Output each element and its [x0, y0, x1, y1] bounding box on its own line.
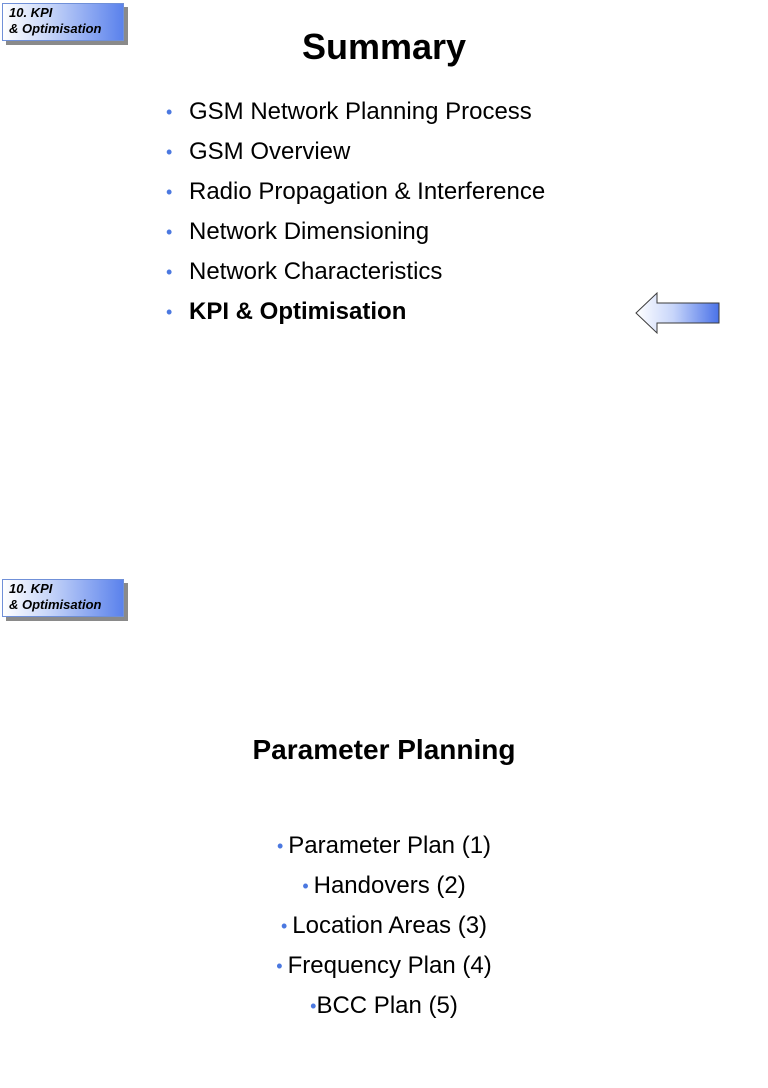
list-item-label: Network Characteristics	[189, 258, 443, 285]
summary-slide	[0, 0, 768, 512]
list-item	[0, 870, 768, 910]
bullet-icon: •	[166, 142, 173, 162]
section-tag-line-1: 10. KPI	[9, 581, 53, 596]
bullet-icon: •	[302, 876, 309, 896]
list-item	[0, 990, 768, 1030]
list-item-label: Radio Propagation & Interference	[189, 178, 546, 205]
list-item	[166, 256, 545, 296]
parameter-planning-slide	[0, 576, 768, 1088]
bullet-icon: •	[166, 302, 173, 322]
section-tag-line-1: 10. KPI	[9, 5, 53, 20]
bullet-icon: •	[166, 102, 173, 122]
bullet-icon: •	[310, 996, 317, 1016]
list-item-label: Parameter Plan (1)	[288, 832, 492, 859]
list-item	[0, 830, 768, 870]
bullet-icon: •	[166, 222, 173, 242]
topic-list	[0, 830, 768, 1030]
list-item	[166, 176, 545, 216]
bullet-icon: •	[280, 916, 288, 936]
list-item-label: Frequency Plan (4)	[287, 952, 492, 979]
section-tag	[2, 579, 124, 617]
section-tag-line-2: & Optimisation	[9, 21, 102, 36]
left-arrow-icon	[634, 291, 722, 335]
list-item-current	[166, 296, 545, 336]
summary-list	[166, 96, 545, 336]
list-item-label: Handovers (2)	[313, 872, 466, 899]
list-item	[0, 950, 768, 990]
bullet-icon: •	[166, 262, 173, 282]
list-item	[166, 96, 545, 136]
list-item-label: BCC Plan (5)	[316, 992, 458, 1019]
bullet-icon: •	[276, 956, 283, 976]
list-item	[0, 910, 768, 950]
section-tag-line-2: & Optimisation	[9, 597, 102, 612]
list-item	[166, 216, 545, 256]
slide-title: Parameter Planning	[252, 734, 516, 765]
slide-title: Summary	[301, 26, 467, 67]
list-item-label: GSM Network Planning Process	[189, 98, 532, 125]
bullet-icon: •	[276, 836, 284, 856]
bullet-icon: •	[166, 182, 173, 202]
list-item-label: GSM Overview	[189, 138, 351, 165]
list-item-label: Network Dimensioning	[189, 218, 430, 245]
list-item	[166, 136, 545, 176]
list-item-label: Location Areas (3)	[292, 912, 488, 939]
list-item-label: KPI & Optimisation	[189, 298, 407, 325]
